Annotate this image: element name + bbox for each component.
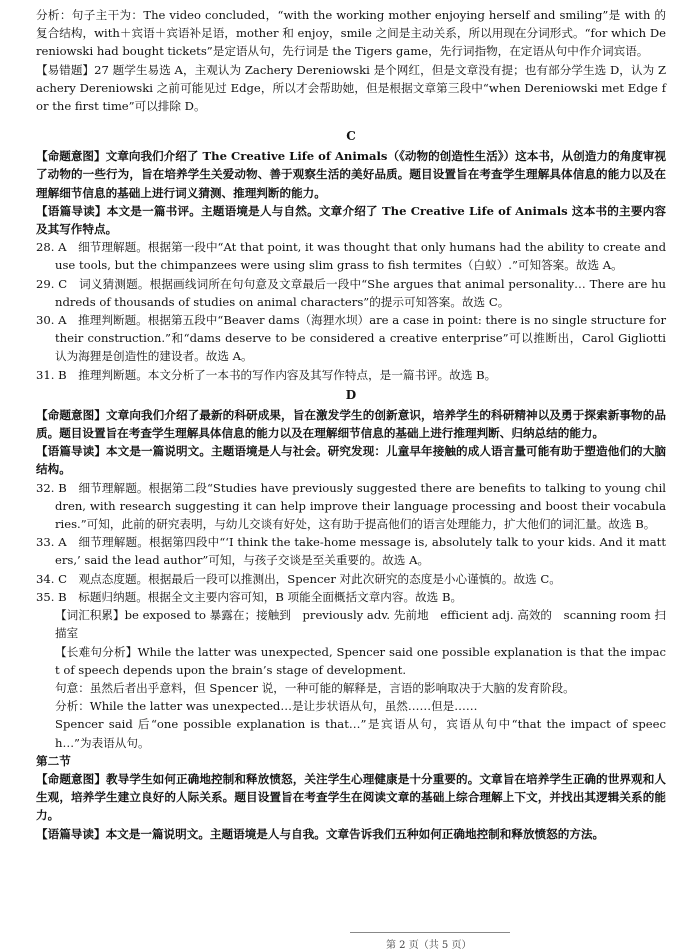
heading-part-two: 第二节 [36,753,71,768]
page-footer: 第 2 页（共 5 页） [386,940,472,951]
grammar-analysis-2: Spencer said 后“one possible explanation is that…”是宾语从句，宾语从句中“that the impact of speech…”为表语从句。 [55,717,666,750]
d-guide: 【语篇导读】本文是一篇说明文。主题语境是人与社会。研究发现：儿童早年接触的成人语言量可能有助于塑造他们的大脑结构。 [36,444,666,477]
answer-28: 28. A 细节理解题。根据第一段中“At that point, it was thought that only humans had the ability to create and use tools, but the chimpanzees were using slim grass to fish termites（白蚁）.”可知答案。故选 A。 [36,240,666,273]
part-two-guide: 【语篇导读】本文是一篇说明文。主题语境是人与自我。文章告诉我们五种如何正确地控制和释放愤怒的方法。 [36,826,605,841]
answer-31: 31. B 推理判断题。本文分析了一本书的写作内容及其写作特点，是一篇书评。故选 B。 [36,367,497,382]
answer-page [36,6,666,843]
long-sentence-analysis: 【长难句分析】While the latter was unexpected, Spencer said one possible explanation is that the impact of speech depends upon the brain’s stage of development. [55,644,666,677]
footer-divider [350,932,510,933]
d-intent: 【命题意图】文章向我们介绍了最新的科研成果，旨在激发学生的创新意识，培养学生的科研精神以及勇于探索新事物的品质。题目设置旨在考查学生理解具体信息的能力以及在理解细节信息的基础上进行推理判断、归纳总结的能力。 [36,407,666,441]
heading-c: C [346,129,356,144]
answer-33: 33. A 细节理解题。根据第四段中“‘I think the take-home message is, absolutely talk to your kids. And it matters,’ said the lead author”可知，与孩子交谈是至关重要的。故选 A。 [36,535,666,568]
intro-analysis: 分析：句子主干为：The video concluded，“with the working mother enjoying herself and smiling”是 with 的复合结构，with＋宾语＋宾语补足语，mother 和 enjoy，smile 之间是主动关系，所以用现在分词形式。“for which Dereniowski had bought tickets”是定语从句，先行词是 the Tigers game，先行词指物，在定语从句中作介词宾语。 [36,8,666,59]
vocab-notes: 【词汇积累】be exposed to 暴露在；接触到 previously adv. 先前地 efficient adj. 高效的 scanning room 扫描室 [55,608,666,641]
part-two-intent: 【命题意图】教导学生如何正确地控制和释放愤怒，关注学生心理健康是十分重要的。文章旨在培养学生正确的世界观和人生观，培养学生建立良好的人际关系。题目设置旨在考查学生在阅读文章的基础上综合理解上下文，并找出其逻辑关系的能力。 [36,771,666,823]
answer-30: 30. A 推理判断题。根据第五段中“Beaver dams（海狸水坝）are a case in point: there is no single structure for their construction.”和“dams deserve to be considered a creative enterprise”可以推断出，Carol Gigliotti 认为海狸是创造性的建设者。故选 A。 [36,313,666,364]
sentence-translation: 句意：虽然后者出乎意料，但 Spencer 说，一种可能的解释是，言语的影响取决于大脑的发育阶段。 [55,680,575,695]
grammar-analysis-1: 分析：While the latter was unexpected…是让步状语从句，虽然……但是…… [55,699,478,714]
heading-d: D [345,387,357,402]
intro-trap-note: 【易错题】27 题学生易选 A，主观认为 Zachery Dereniowski 是个网红，但是文章没有提；也有部分学生选 D，认为 Zachery Dereniowski 之前可能见过 Edge，所以才会帮助她，但是根据文章第三段中“when Dereniowski met Edge for the first time”可以排除 D。 [36,62,666,114]
answer-35: 35. B 标题归纳题。根据全文主要内容可知，B 项能全面概括文章内容。故选 B。 [36,589,463,604]
answer-29: 29. C 词义猜测题。根据画线词所在句句意及文章最后一段中“She argues that animal personality… There are hundreds of thousands of studies on animal characters”的提示可知答案。故选 C。 [36,276,666,309]
answer-34: 34. C 观点态度题。根据最后一段可以推测出，Spencer 对此次研究的态度是小心谨慎的。故选 C。 [36,571,561,586]
c-intent: 【命题意图】文章向我们介绍了 The Creative Life of Animals（《动物的创造性生活》）这本书，从创造力的角度审视了动物的一些行为，旨在培养学生关爱动物、善于观察生活的美好品质。题目设置旨在考查学生理解具体信息的能力以及在理解细节信息的基础上进行词义猜测、推理判断的能力。 [36,149,666,200]
answer-32: 32. B 细节理解题。根据第二段“Studies have previously suggested there are benefits to talking to young children, with research suggesting it can help improve their language processing and boost their vocabularies.”可知，此前的研究表明，与幼儿交谈有好处，这有助于提高他们的语言处理能力，扩大他们的词汇量。故选 B。 [36,480,666,532]
c-guide: 【语篇导读】本文是一篇书评。主题语境是人与自然。文章介绍了 The Creative Life of Animals 这本书的主要内容及其写作特点。 [36,203,666,237]
